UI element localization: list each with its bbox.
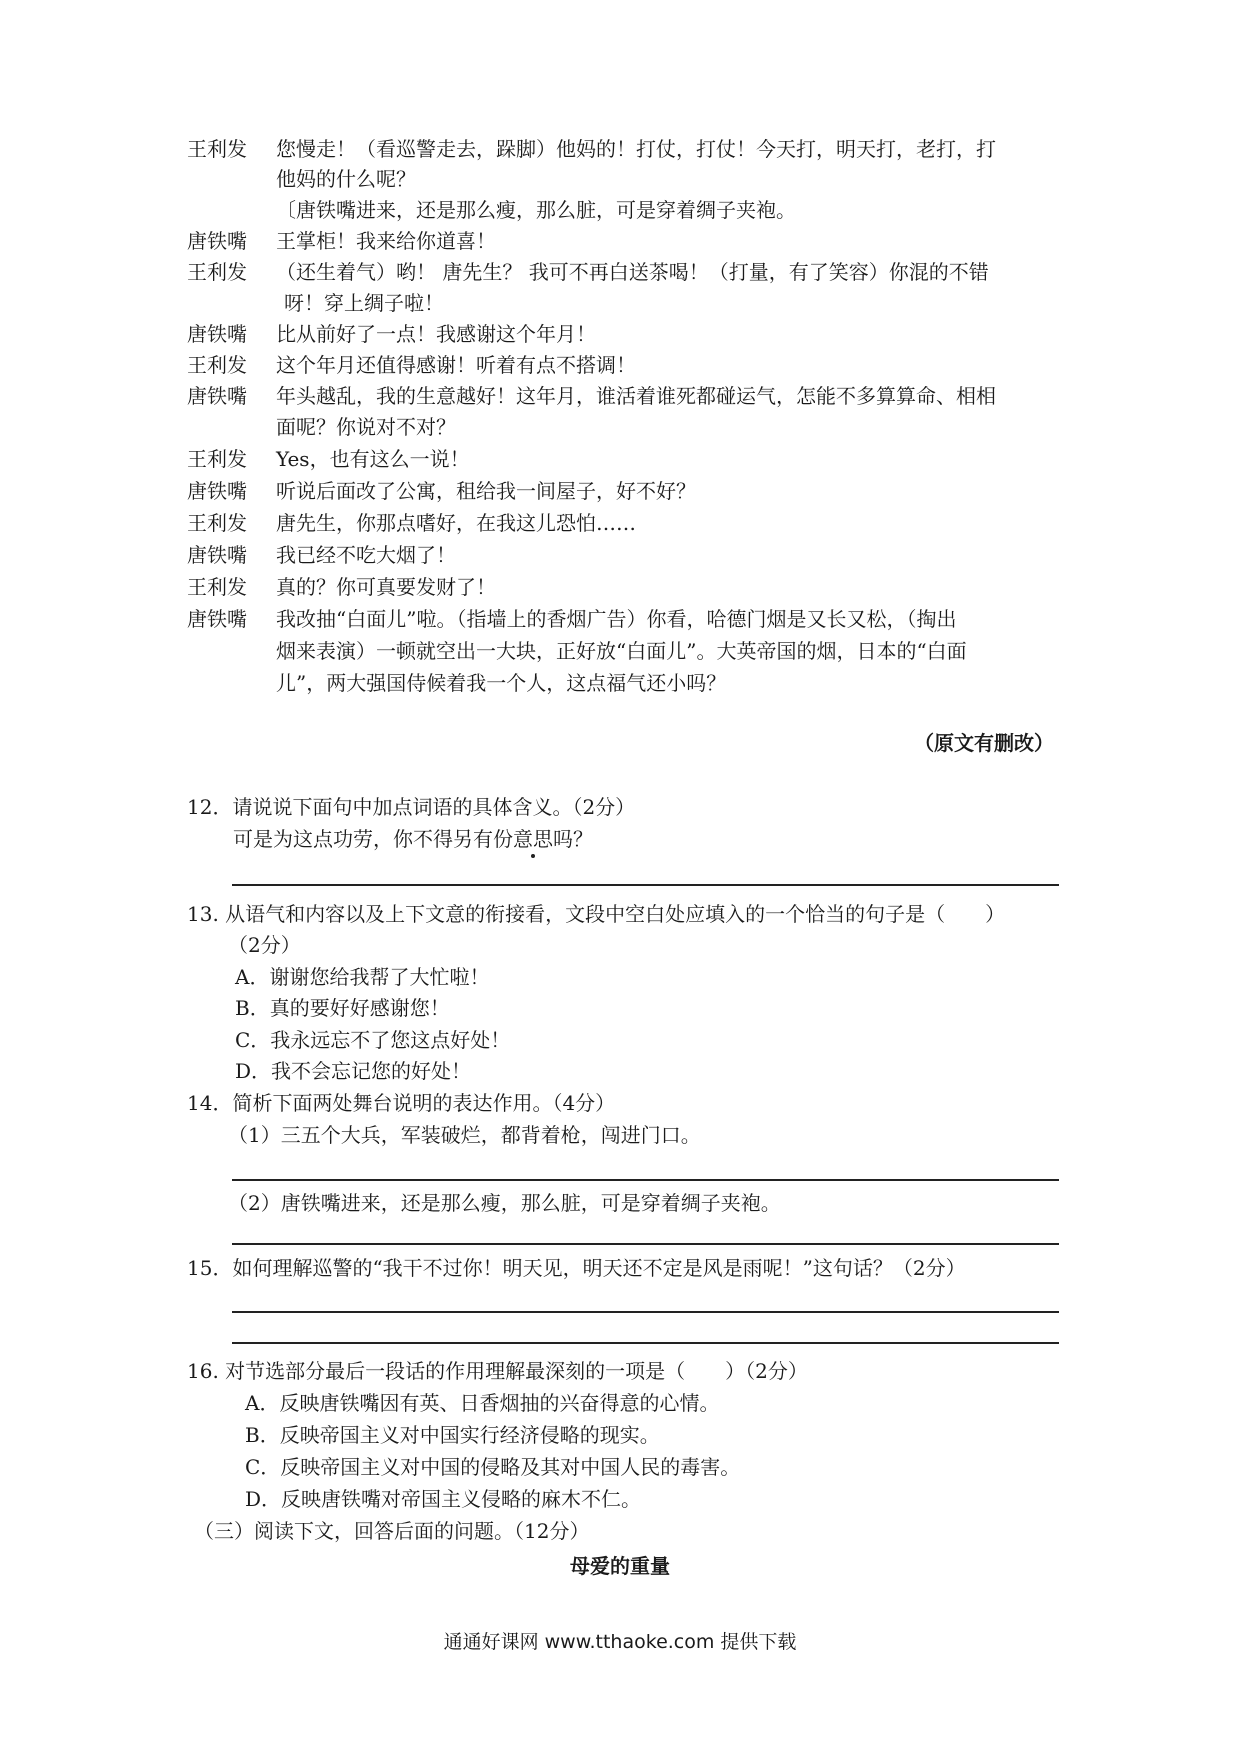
dialogue-text: 〔唐铁嘴进来，还是那么瘦，那么脏，可是穿着绸子夹袍。: [276, 198, 796, 222]
speaker: 王利发: [187, 575, 247, 599]
q16-title: 16. 对节选部分最后一段话的作用理解最深刻的一项是（ ）（2分）: [187, 1359, 808, 1383]
dialogue-text: 这个年月还值得感谢！听着有点不搭调！: [276, 353, 636, 377]
q16-option-c: C．反映帝国主义对中国的侵略及其对中国人民的毒害。: [245, 1455, 741, 1479]
q12-dotted-word: 意思: [513, 827, 553, 851]
section-3-title: （三）阅读下文，回答后面的问题。（12分）: [194, 1519, 590, 1543]
dialogue-line: [187, 256, 1057, 288]
q13-option-b: B．真的要好好感谢您！: [235, 996, 450, 1020]
dialogue-line: [187, 411, 1057, 443]
dialogue-line: [187, 133, 1057, 165]
dialogue-line: [187, 507, 1057, 539]
q16-option-a: A．反映唐铁嘴因有英、日香烟抽的兴奋得意的心情。: [245, 1391, 720, 1415]
article-title: 母爱的重量: [570, 1554, 670, 1578]
speaker: 王利发: [187, 447, 247, 471]
dialogue-line: [187, 667, 1057, 699]
speaker: 王利发: [187, 137, 247, 161]
dialogue-line: [187, 318, 1057, 350]
dialogue-line: [187, 380, 1057, 412]
q16-option-b: B．反映帝国主义对中国实行经济侵略的现实。: [245, 1423, 660, 1447]
speaker: 唐铁嘴: [187, 322, 247, 346]
dialogue-line: [187, 635, 1057, 667]
q12-sentence-before: 可是为这点功劳，你不得另有份: [233, 827, 513, 851]
dialogue-text: 真的？你可真要发财了！: [276, 575, 496, 599]
q12-sentence: [233, 823, 593, 855]
dialogue-text: 您慢走！（看巡警走去，跺脚）他妈的！打仗，打仗！今天打，明天打，老打，打: [276, 137, 996, 161]
stage-direction: [187, 194, 1057, 226]
dialogue-line: [187, 571, 1057, 603]
dialogue-line: [187, 475, 1057, 507]
speaker: 唐铁嘴: [187, 543, 247, 567]
dialogue-text: 王掌柜！我来给你道喜！: [276, 229, 496, 253]
dialogue-text: 我改抽“白面儿”啦。（指墙上的香烟广告）你看，哈德门烟是又长又松，（掏出: [276, 607, 957, 631]
q15-title: 15．如何理解巡警的“我干不过你！明天见，明天还不定是风是雨呢！”这句话？（2分）: [187, 1256, 966, 1280]
q14-title: 14．简析下面两处舞台说明的表达作用。（4分）: [187, 1091, 616, 1115]
q14-item-1: （1）三五个大兵，军装破烂，都背着枪，闯进门口。: [228, 1123, 701, 1147]
speaker: 唐铁嘴: [187, 479, 247, 503]
dialogue-line: [187, 603, 1057, 635]
q13-title: 13. 从语气和内容以及上下文意的衔接看，文段中空白处应填入的一个恰当的句子是（ ）: [187, 902, 1006, 926]
speaker: 王利发: [187, 260, 247, 284]
q15-answer-line-2[interactable]: [232, 1342, 1059, 1344]
dialogue-text: （还生着气）哟！ 唐先生？ 我可不再白送茶喝！（打量，有了笑容）你混的不错: [276, 260, 989, 284]
dialogue-line: [187, 287, 1057, 319]
dialogue-text: 面呢？你说对不对？: [276, 415, 456, 439]
q13-option-a: A．谢谢您给我帮了大忙啦！: [235, 965, 490, 989]
dialogue-text: 听说后面改了公寓，租给我一间屋子，好不好？: [276, 479, 696, 503]
speaker: 唐铁嘴: [187, 229, 247, 253]
dialogue-text: 我已经不吃大烟了！: [276, 543, 456, 567]
q13-score: （2分）: [228, 933, 301, 957]
dialogue-line: [187, 539, 1057, 571]
q12-answer-line[interactable]: [232, 884, 1059, 886]
speaker: 唐铁嘴: [187, 384, 247, 408]
dialogue-line: [187, 225, 1057, 257]
q15-answer-line-1[interactable]: [232, 1311, 1059, 1313]
dialogue-text: 比从前好了一点！我感谢这个年月！: [276, 322, 596, 346]
dialogue-text: 他妈的什么呢？: [276, 167, 416, 191]
dialogue-text: 烟来表演）一顿就空出一大块，正好放“白面儿”。大英帝国的烟，日本的“白面: [276, 639, 967, 663]
dialogue-text: 呀！穿上绸子啦！: [284, 291, 444, 315]
dialogue-line: [187, 443, 1057, 475]
speaker: 王利发: [187, 511, 247, 535]
q12-title: 12．请说说下面句中加点词语的具体含义。（2分）: [187, 795, 636, 819]
dialogue-text: Yes，也有这么一说！: [276, 447, 470, 471]
dialogue-text: 年头越乱，我的生意越好！这年月，谁活着谁死都碰运气，怎能不多算算命、相相: [276, 384, 996, 408]
dialogue-line: [187, 349, 1057, 381]
q14-answer-line-1[interactable]: [232, 1179, 1059, 1181]
speaker: 唐铁嘴: [187, 607, 247, 631]
q14-item-2: （2）唐铁嘴进来，还是那么瘦，那么脏，可是穿着绸子夹袍。: [228, 1191, 781, 1215]
dialogue-text: 儿”，两大强国侍候着我一个人，这点福气还小吗？: [276, 671, 727, 695]
source-note: （原文有删改）: [914, 731, 1054, 755]
dialogue-line: [187, 163, 1057, 195]
q13-option-d: D．我不会忘记您的好处！: [235, 1059, 472, 1083]
q14-answer-line-2[interactable]: [232, 1243, 1059, 1245]
footer-source: 通通好课网 www.tthaoke.com 提供下载: [443, 1631, 797, 1653]
dialogue-text: 唐先生，你那点嗜好，在我这儿恐怕……: [276, 511, 636, 535]
q12-sentence-after: 吗？: [553, 827, 593, 851]
q13-option-c: C．我永远忘不了您这点好处！: [235, 1028, 511, 1052]
q16-option-d: D．反映唐铁嘴对帝国主义侵略的麻木不仁。: [245, 1487, 642, 1511]
speaker: 王利发: [187, 353, 247, 377]
